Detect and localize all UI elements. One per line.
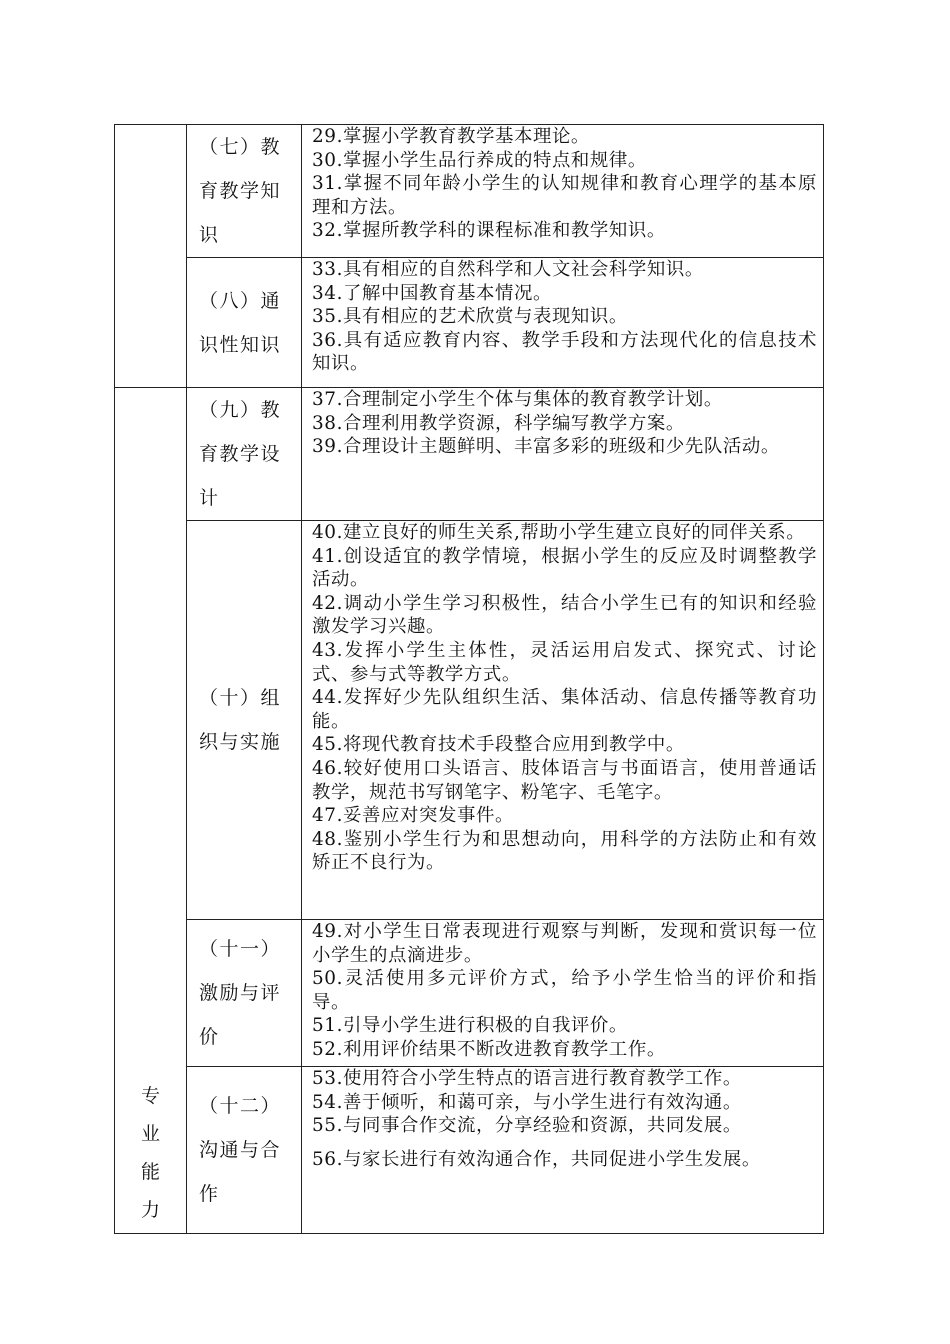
field-label: （十）组织与实施: [199, 687, 282, 753]
list-item: 29.掌握小学教育教学基本理论。: [312, 126, 590, 147]
requirements-cell: [302, 258, 824, 388]
field-label: （十一）激励与评价: [199, 938, 282, 1048]
list-item: 36.具有适应教育内容、教学手段和方法现代化的信息技术知识。: [312, 329, 817, 375]
list-item: 32.掌握所教学科的课程标准和教学知识。: [312, 220, 666, 242]
list-item: 30.掌握小学生品行养成的特点和规律。: [312, 149, 647, 171]
list-item: 56.与家长进行有效沟通合作，共同促进小学生发展。: [312, 1148, 761, 1170]
requirements-cell: [302, 125, 824, 258]
field-label: （七）教育教学知识: [199, 136, 282, 246]
list-item: 53.使用符合小学生特点的语言进行教育教学工作。: [312, 1068, 742, 1089]
field-label: （九）教育教学设计: [199, 399, 282, 509]
list-item: 48.鉴别小学生行为和思想动向，用科学的方法防止和有效矫正不良行为。: [312, 828, 817, 874]
field-label: （十二）沟通与合作: [199, 1095, 282, 1205]
table-row: [115, 258, 824, 388]
list-item: 49.对小学生日常表现进行观察与判断，发现和赏识每一位小学生的点滴进步。: [312, 921, 817, 966]
list-item: 35.具有相应的艺术欣赏与表现知识。: [312, 306, 628, 328]
field-cell: [187, 1067, 302, 1234]
list-item: 42.调动小学生学习积极性，结合小学生已有的知识和经验激发学习兴趣。: [312, 592, 817, 638]
list-item: 40.建立良好的师生关系,帮助小学生建立良好的同伴关系。: [312, 522, 806, 543]
requirements-cell: [302, 1067, 824, 1234]
list-item: 39.合理设计主题鲜明、丰富多彩的班级和少先队活动。: [312, 436, 780, 458]
dimension-cell-ability: [115, 388, 187, 1234]
list-item: 37.合理制定小学生个体与集体的教育教学计划。: [312, 389, 723, 410]
dimension-cell-knowledge: [115, 125, 187, 388]
list-item: 55.与同事合作交流，分享经验和资源，共同发展。: [312, 1115, 742, 1137]
field-cell: [187, 521, 302, 920]
table-row: [115, 388, 824, 521]
table-row: [115, 1067, 824, 1234]
list-item: 41.创设适宜的教学情境，根据小学生的反应及时调整教学活动。: [312, 545, 817, 591]
field-cell: [187, 125, 302, 258]
list-item: 31.掌握不同年龄小学生的认知规律和教育心理学的基本原理和方法。: [312, 173, 817, 218]
field-label: （八）通识性知识: [199, 289, 282, 356]
list-item: 33.具有相应的自然科学和人文社会科学知识。: [312, 259, 704, 280]
list-item: 46.较好使用口头语言、肢体语言与书面语言，使用普通话教学，规范书写钢笔字、粉笔字、毛笔字。: [312, 757, 817, 803]
table-row: [115, 125, 824, 258]
table-row: [115, 521, 824, 920]
table-row: [115, 920, 824, 1067]
list-item: 54.善于倾听，和蔼可亲，与小学生进行有效沟通。: [312, 1091, 742, 1113]
dimension-label: [139, 379, 163, 383]
list-item: 44.发挥好少先队组织生活、集体活动、信息传播等教育功能。: [312, 687, 817, 732]
field-cell: [187, 388, 302, 521]
requirements-cell: [302, 920, 824, 1067]
field-cell: [187, 920, 302, 1067]
field-cell: [187, 258, 302, 388]
list-item: 50.灵活使用多元评价方式，给予小学生恰当的评价和指导。: [312, 968, 817, 1013]
requirements-cell: [302, 388, 824, 521]
list-item: 43.发挥小学生主体性，灵活运用启发式、探究式、讨论式、参与式等教学方式。: [312, 639, 817, 685]
list-item: 45.将现代教育技术手段整合应用到教学中。: [312, 734, 685, 756]
standards-table: [114, 124, 824, 1234]
list-item: 51.引导小学生进行积极的自我评价。: [312, 1015, 628, 1037]
dimension-label: 专业能力: [140, 1085, 160, 1221]
list-item: 52.利用评价结果不断改进教育教学工作。: [312, 1038, 666, 1060]
requirements-cell: [302, 521, 824, 920]
list-item: 47.妥善应对突发事件。: [312, 805, 514, 827]
list-item: 34.了解中国教育基本情况。: [312, 282, 552, 304]
list-item: 38.合理利用教学资源，科学编写教学方案。: [312, 412, 685, 434]
